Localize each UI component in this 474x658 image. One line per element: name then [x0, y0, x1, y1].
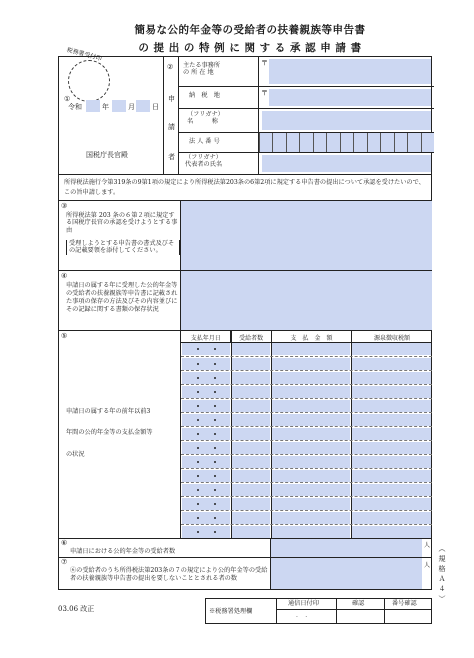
- applicant-side-3: 者: [168, 153, 175, 161]
- pay-date-cell[interactable]: [182, 484, 230, 496]
- date-separator-dot: [197, 433, 199, 435]
- applicant-block: [163, 56, 433, 174]
- office-addressee: 国税庁長官殿: [86, 151, 128, 159]
- pay-date-cell[interactable]: [182, 386, 230, 398]
- name-field[interactable]: [262, 111, 431, 130]
- withholding-cell[interactable]: [352, 358, 431, 370]
- section5-label-line1: 申請日の属する年の前年以前3: [66, 408, 151, 415]
- section4-text: 申請日の属する年に受理した公的年金等の受給者の扶養親族等申告書に記載された事項の保存の方法及びその内容並びにその記録に関する書類の保存状況: [66, 282, 178, 314]
- amount-cell[interactable]: [272, 512, 350, 524]
- postal-mark-1: 〒: [261, 59, 268, 67]
- withholding-cell[interactable]: [352, 428, 431, 440]
- section5-label-line2: 年間の公的年金等の支払金額等: [66, 429, 153, 437]
- section6-num: ⑥: [61, 539, 68, 547]
- section3-text: 所得税法第 203 条の６第２項に規定する国税庁長官の承認を受けようとする事由: [66, 212, 178, 234]
- date-separator-dot: [197, 447, 199, 449]
- date-separator-dot: [197, 517, 199, 519]
- withholding-cell[interactable]: [352, 484, 431, 496]
- date-separator-dot: [197, 348, 199, 350]
- section4-num: ④: [61, 272, 68, 280]
- recipients-cell[interactable]: [232, 386, 270, 398]
- pay-date-cell[interactable]: [182, 400, 230, 412]
- date-separator-dot: [214, 531, 216, 533]
- payment-row: [181, 356, 432, 371]
- applicant-values: [258, 56, 434, 174]
- withholding-cell[interactable]: [352, 372, 431, 384]
- date-separator-dot: [197, 475, 199, 477]
- date-separator-dot: [214, 348, 216, 350]
- withholding-cell[interactable]: [352, 400, 431, 412]
- recipients-cell[interactable]: [232, 358, 270, 370]
- payment-row: [181, 384, 432, 399]
- section7-field[interactable]: [270, 558, 422, 589]
- recipients-cell[interactable]: [232, 470, 270, 482]
- section6-unit: 人: [424, 542, 431, 549]
- day-label: 日: [152, 103, 159, 111]
- applicant-num: ②: [167, 63, 174, 71]
- section5-label-line3: の状況: [66, 450, 85, 458]
- payment-row: [181, 342, 432, 356]
- section5-label: [66, 408, 181, 458]
- section5-num: ⑤: [61, 332, 68, 340]
- pay-date-cell[interactable]: [182, 470, 230, 482]
- recipients-cell[interactable]: [232, 512, 270, 524]
- amount-cell[interactable]: [272, 386, 350, 398]
- recipients-cell[interactable]: [232, 372, 270, 384]
- date-placeholder: ． ．: [296, 612, 312, 619]
- amount-cell[interactable]: [272, 414, 350, 426]
- header-pay-date: 支払年月日: [190, 335, 221, 342]
- amount-cell[interactable]: [272, 372, 350, 384]
- date-separator-dot: [214, 461, 216, 463]
- recipients-cell[interactable]: [232, 442, 270, 454]
- withholding-cell[interactable]: [352, 470, 431, 482]
- amount-cell[interactable]: [272, 358, 350, 370]
- withholding-cell[interactable]: [352, 386, 431, 398]
- office-use-box: [205, 598, 432, 624]
- date-separator-dot: [197, 531, 199, 533]
- payment-table: [180, 330, 432, 538]
- applicant-side-2: 請: [168, 123, 175, 131]
- section6-text: 申請日における公的年金等の受給者数: [70, 548, 176, 555]
- withholding-cell[interactable]: [352, 343, 431, 355]
- amount-cell[interactable]: [272, 442, 350, 454]
- amount-cell[interactable]: [272, 470, 350, 482]
- corp-digit[interactable]: [367, 133, 380, 152]
- section3-field[interactable]: [180, 201, 432, 270]
- section6-field[interactable]: [270, 539, 422, 557]
- tax-place-field[interactable]: [269, 89, 431, 106]
- rep-name-field[interactable]: [262, 155, 431, 172]
- corp-digit[interactable]: [272, 133, 285, 152]
- corp-number-boxes: [259, 133, 434, 152]
- header-recipients: 受給者数: [230, 330, 271, 342]
- date-separator-dot: [214, 447, 216, 449]
- recipients-cell[interactable]: [232, 484, 270, 496]
- withholding-cell[interactable]: [352, 498, 431, 510]
- year-field[interactable]: [86, 100, 100, 112]
- recipients-cell[interactable]: [232, 343, 270, 355]
- day-field[interactable]: [136, 100, 150, 112]
- date-separator-dot: [197, 391, 199, 393]
- date-separator-dot: [214, 489, 216, 491]
- payment-row: [181, 440, 432, 455]
- applicant-side-1: 申: [168, 95, 175, 103]
- label-office-address: 主たる事務所 の 所 在 地: [183, 62, 221, 77]
- col-date-stamp: 通信日付印: [288, 600, 319, 607]
- page-title: [120, 22, 380, 55]
- date-separator-dot: [197, 363, 199, 365]
- date-separator-dot: [197, 405, 199, 407]
- withholding-cell[interactable]: [352, 456, 431, 468]
- title-line-1: 簡易な公的年金等の受給者の扶養親族等申告書: [134, 24, 366, 36]
- date-separator-dot: [214, 475, 216, 477]
- payment-row: [181, 370, 432, 385]
- amount-cell[interactable]: [272, 456, 350, 468]
- amount-cell[interactable]: [272, 428, 350, 440]
- pay-date-cell[interactable]: [182, 512, 230, 524]
- payment-row: [181, 482, 432, 497]
- month-label: 月: [128, 103, 135, 111]
- pay-date-cell[interactable]: [182, 428, 230, 440]
- date-separator-dot: [214, 377, 216, 379]
- paper-size-note: （規格Ａ４）: [438, 545, 446, 605]
- section7-num: ⑦: [61, 558, 68, 566]
- corp-digit[interactable]: [353, 133, 366, 152]
- label-rep-name: （フリガナ） 代表者の氏名: [185, 154, 223, 169]
- payment-rows: [181, 342, 432, 538]
- amount-cell[interactable]: [272, 498, 350, 510]
- pay-date-cell[interactable]: [182, 414, 230, 426]
- reception-stamp-label: 税務署受付印: [65, 46, 103, 63]
- amount-cell[interactable]: [272, 526, 350, 538]
- corp-digit[interactable]: [299, 133, 312, 152]
- corp-digit[interactable]: [326, 133, 339, 152]
- pay-date-cell[interactable]: [182, 456, 230, 468]
- pay-date-cell[interactable]: [182, 343, 230, 355]
- header-withholding: 源泉徴収税額: [351, 330, 432, 342]
- amount-cell[interactable]: [272, 484, 350, 496]
- recipients-cell[interactable]: [232, 414, 270, 426]
- withholding-cell[interactable]: [352, 442, 431, 454]
- corp-digit[interactable]: [421, 133, 434, 152]
- recipients-cell[interactable]: [232, 428, 270, 440]
- postal-mark-2: 〒: [261, 89, 268, 97]
- month-field[interactable]: [112, 100, 126, 112]
- corp-digit[interactable]: [340, 133, 353, 152]
- date-separator-dot: [197, 503, 199, 505]
- date-separator-dot: [214, 517, 216, 519]
- pay-date-cell[interactable]: [182, 526, 230, 538]
- payment-table-header: [181, 330, 432, 342]
- date-separator-dot: [214, 419, 216, 421]
- section1: [58, 46, 163, 174]
- section4-field[interactable]: [180, 271, 432, 330]
- payment-row: [181, 454, 432, 469]
- date-separator-dot: [197, 377, 199, 379]
- date-separator-dot: [214, 503, 216, 505]
- amount-cell[interactable]: [272, 343, 350, 355]
- col-check: 確認: [352, 600, 365, 607]
- office-use-label: ※税務署処理欄: [209, 608, 253, 615]
- withholding-cell[interactable]: [352, 526, 431, 538]
- applicant-labels: [178, 56, 259, 174]
- era-label: 令和: [68, 103, 82, 111]
- corp-digit[interactable]: [313, 133, 326, 152]
- date-separator-dot: [214, 433, 216, 435]
- header-amount: 支 払 金 額: [271, 330, 351, 342]
- withholding-cell[interactable]: [352, 414, 431, 426]
- year-label: 年: [102, 103, 109, 111]
- payment-row: [181, 510, 432, 525]
- office-address-field[interactable]: [269, 59, 431, 84]
- payment-row: [181, 468, 432, 483]
- pay-date-cell[interactable]: [182, 442, 230, 454]
- section3-num: ③: [61, 202, 68, 210]
- date-separator-dot: [197, 461, 199, 463]
- section7-unit: 人: [424, 562, 431, 569]
- date-separator-dot: [197, 419, 199, 421]
- section7-text: ⑥の受給者のうち所得税法第203条の７の規定により公的年金等の受給者の扶養親族等申告書の提出を要しないこととされる者の数: [70, 567, 268, 582]
- date-separator-dot: [197, 489, 199, 491]
- label-corp-number: 法 人 番 号: [189, 138, 220, 145]
- label-name: （フリガナ） 名 称: [187, 111, 224, 126]
- payment-row: [181, 426, 432, 441]
- reception-stamp-circle: [68, 60, 110, 102]
- payment-row: [181, 524, 432, 539]
- intro-text: 所得税法施行令第319条の9第1項の規定により所得税法第203条の6第2項に規定する申告書の提出について承認を受けたいので、この旨申請します。: [64, 179, 425, 196]
- recipients-cell[interactable]: [232, 400, 270, 412]
- recipients-cell[interactable]: [232, 526, 270, 538]
- pay-date-cell[interactable]: [182, 358, 230, 370]
- withholding-cell[interactable]: [352, 512, 431, 524]
- corp-digit[interactable]: [286, 133, 299, 152]
- recipients-cell[interactable]: [232, 498, 270, 510]
- date-separator-dot: [214, 405, 216, 407]
- corp-digit[interactable]: [380, 133, 393, 152]
- amount-cell[interactable]: [272, 400, 350, 412]
- pay-date-cell[interactable]: [182, 372, 230, 384]
- corp-digit[interactable]: [394, 133, 407, 152]
- corp-digit[interactable]: [407, 133, 420, 152]
- col-number-check: 番号確認: [392, 600, 417, 607]
- payment-row: [181, 496, 432, 511]
- payment-row: [181, 412, 432, 427]
- section3-note: 受理しようとする申告書の書式及びその記載要領を添付してください。: [66, 240, 180, 255]
- pay-date-cell[interactable]: [182, 498, 230, 510]
- revision-code: 03.06 改正: [58, 605, 95, 613]
- section1-num: ①: [64, 95, 71, 103]
- corp-digit[interactable]: [259, 133, 272, 152]
- title-line-2: の 提 出 の 特 例 に 関 す る 承 認 申 請 書: [138, 42, 362, 54]
- date-separator-dot: [214, 391, 216, 393]
- label-tax-place: 納 税 地: [189, 92, 220, 99]
- recipients-cell[interactable]: [232, 456, 270, 468]
- payment-row: [181, 398, 432, 413]
- date-separator-dot: [214, 363, 216, 365]
